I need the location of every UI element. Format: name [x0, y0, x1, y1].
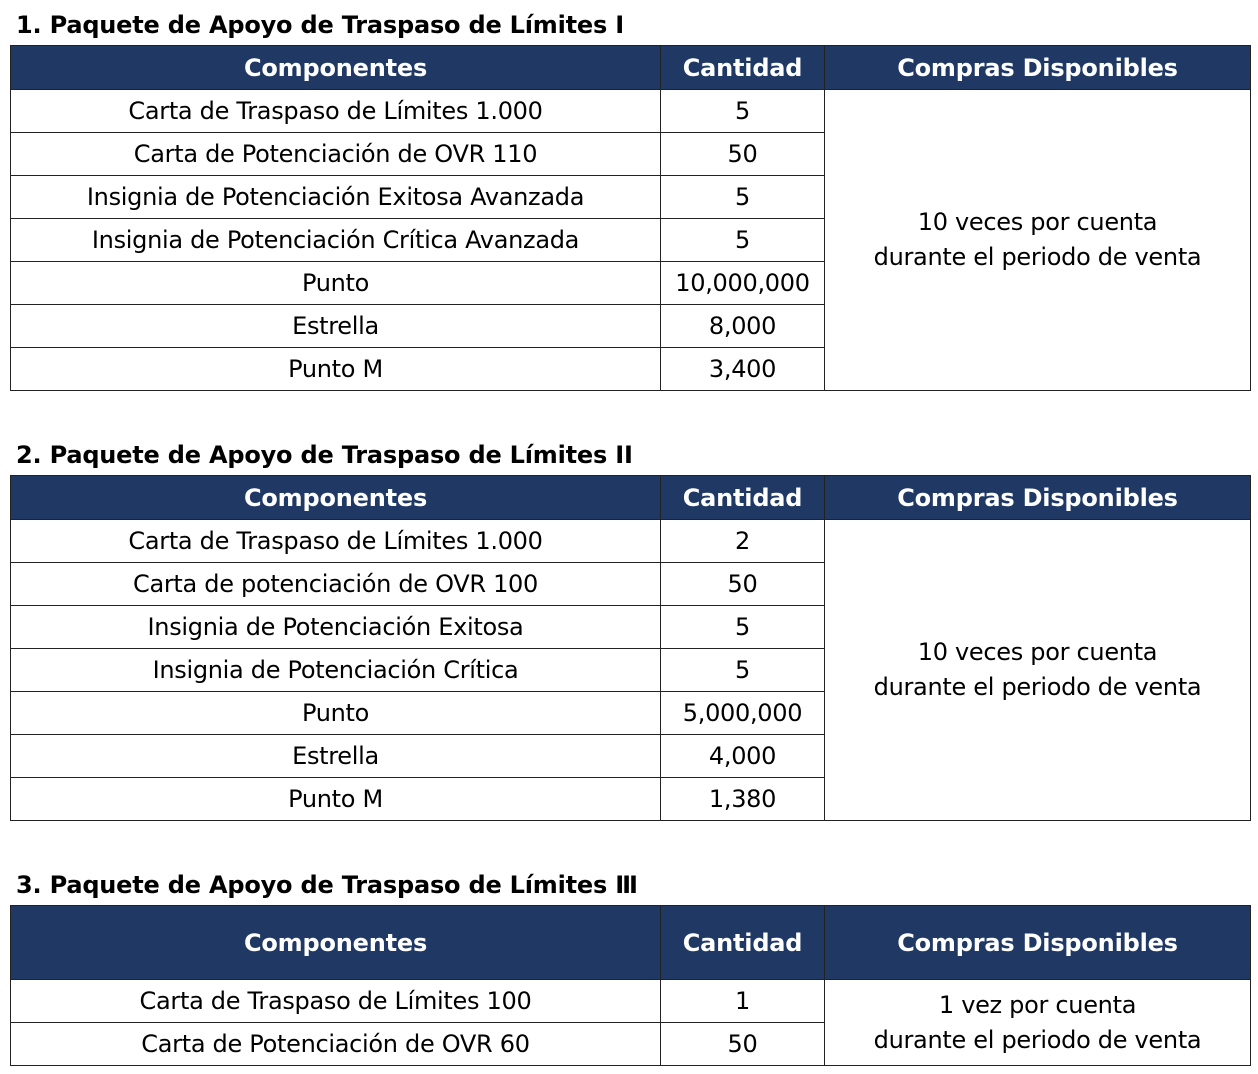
- quantity-cell: 5,000,000: [661, 692, 825, 735]
- package-3-title: 3. Paquete de Apoyo de Traspaso de Límites Ⅲ: [16, 871, 638, 899]
- quantity-cell: 50: [661, 133, 825, 176]
- component-cell: Carta de Traspaso de Límites 1.000: [11, 520, 661, 563]
- package-2-table: [10, 475, 1251, 821]
- component-cell: Insignia de Potenciación Exitosa Avanzada: [11, 176, 661, 219]
- package-1-table: [10, 45, 1251, 391]
- quantity-cell: 5: [661, 649, 825, 692]
- component-cell: Carta de potenciación de OVR 100: [11, 563, 661, 606]
- availability-line-1: 10 veces por cuenta: [917, 208, 1158, 236]
- component-cell: Punto: [11, 692, 661, 735]
- component-cell: Insignia de Potenciación Crítica Avanzada: [11, 219, 661, 262]
- quantity-cell: 10,000,000: [661, 262, 825, 305]
- quantity-cell: 50: [661, 1023, 825, 1066]
- component-cell: Insignia de Potenciación Crítica: [11, 649, 661, 692]
- package-1-title: 1. Paquete de Apoyo de Traspaso de Límites I: [16, 11, 624, 39]
- header-purchases: Compras Disponibles: [825, 906, 1251, 980]
- quantity-cell: 50: [661, 563, 825, 606]
- header-quantity: Cantidad: [661, 476, 825, 520]
- header-purchases: Compras Disponibles: [825, 476, 1251, 520]
- table-row: [11, 520, 1251, 563]
- header-row: [11, 476, 1251, 520]
- availability-cell: [825, 520, 1251, 821]
- availability-line-1: 1 vez por cuenta: [938, 990, 1137, 1019]
- quantity-cell: 4,000: [661, 735, 825, 778]
- header-row: [11, 46, 1251, 90]
- availability-line-1: 10 veces por cuenta: [917, 638, 1158, 666]
- component-cell: Punto: [11, 262, 661, 305]
- quantity-cell: 1: [661, 980, 825, 1023]
- quantity-cell: 8,000: [661, 305, 825, 348]
- component-cell: Carta de Potenciación de OVR 110: [11, 133, 661, 176]
- header-purchases: Compras Disponibles: [825, 46, 1251, 90]
- header-quantity: Cantidad: [661, 906, 825, 980]
- quantity-cell: 5: [661, 176, 825, 219]
- component-cell: Insignia de Potenciación Exitosa: [11, 606, 661, 649]
- quantity-cell: 5: [661, 219, 825, 262]
- availability-line-2: durante el periodo de venta: [873, 673, 1202, 701]
- component-cell: Punto M: [11, 778, 661, 821]
- availability-line-2: durante el periodo de venta: [873, 1025, 1202, 1054]
- package-2-title: 2. Paquete de Apoyo de Traspaso de Límites II: [16, 441, 633, 469]
- component-cell: Carta de Traspaso de Límites 1.000: [11, 90, 661, 133]
- availability-line-2: durante el periodo de venta: [873, 243, 1202, 271]
- header-row: [11, 906, 1251, 980]
- header-components: Componentes: [11, 46, 661, 90]
- header-components: Componentes: [11, 906, 661, 980]
- header-quantity: Cantidad: [661, 46, 825, 90]
- quantity-cell: 1,380: [661, 778, 825, 821]
- table-row: [11, 980, 1251, 1023]
- component-cell: Estrella: [11, 305, 661, 348]
- availability-cell: [825, 90, 1251, 391]
- quantity-cell: 5: [661, 606, 825, 649]
- component-cell: Carta de Traspaso de Límites 100: [11, 980, 661, 1023]
- component-cell: Estrella: [11, 735, 661, 778]
- quantity-cell: 5: [661, 90, 825, 133]
- header-components: Componentes: [11, 476, 661, 520]
- package-3-table: [10, 905, 1251, 1066]
- component-cell: Punto M: [11, 348, 661, 391]
- quantity-cell: 2: [661, 520, 825, 563]
- table-row: [11, 90, 1251, 133]
- component-cell: Carta de Potenciación de OVR 60: [11, 1023, 661, 1066]
- quantity-cell: 3,400: [661, 348, 825, 391]
- availability-cell: [825, 980, 1251, 1066]
